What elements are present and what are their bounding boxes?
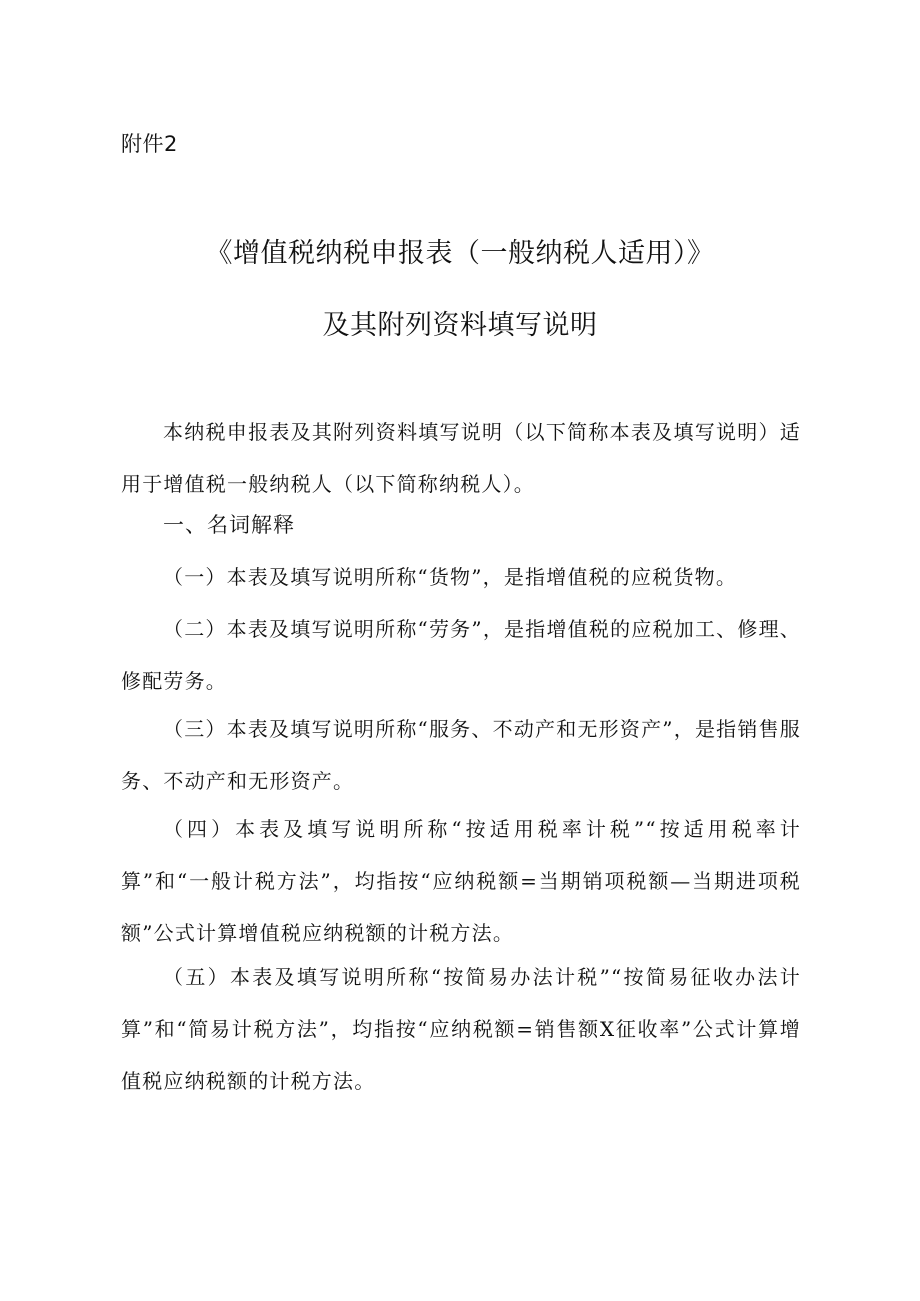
definition-item-1: （一）本表及填写说明所称“货物”，是指增值税的应税货物。 (163, 565, 738, 589)
section-heading: 一、名词解释 (163, 513, 295, 537)
definition-item-3: （三）本表及填写说明所称“服务、不动产和无形资产”，是指销售服务、不动产和无形资产。 (121, 717, 801, 793)
intro-paragraph: 本纳税申报表及其附列资料填写说明（以下简称本表及填写说明）适用于增值税一般纳税人（以下简称纳税人）。 (121, 420, 801, 496)
document-title-line-2: 及其附列资料填写说明 (322, 310, 598, 341)
definition-item-5: （五）本表及填写说明所称“按简易办法计税”“按简易征收办法计算”和“简易计税方法”，均指按“应纳税额=销售额X征收率”公式计算增值税应纳税额的计税方法。 (121, 965, 801, 1093)
attachment-label: 附件2 (121, 132, 178, 156)
definition-item-4: （四）本表及填写说明所称“按适用税率计税”“按适用税率计算”和“一般计税方法”，均指按“应纳税额=当期销项税额—当期进项税额”公式计算增值税应纳税额的计税方法。 (121, 817, 801, 945)
definition-item-2: （二）本表及填写说明所称“劳务”，是指增值税的应税加工、修理、修配劳务。 (121, 617, 801, 693)
document-title-line-1: 《增值税纳税申报表（一般纳税人适用）》 (205, 238, 715, 269)
